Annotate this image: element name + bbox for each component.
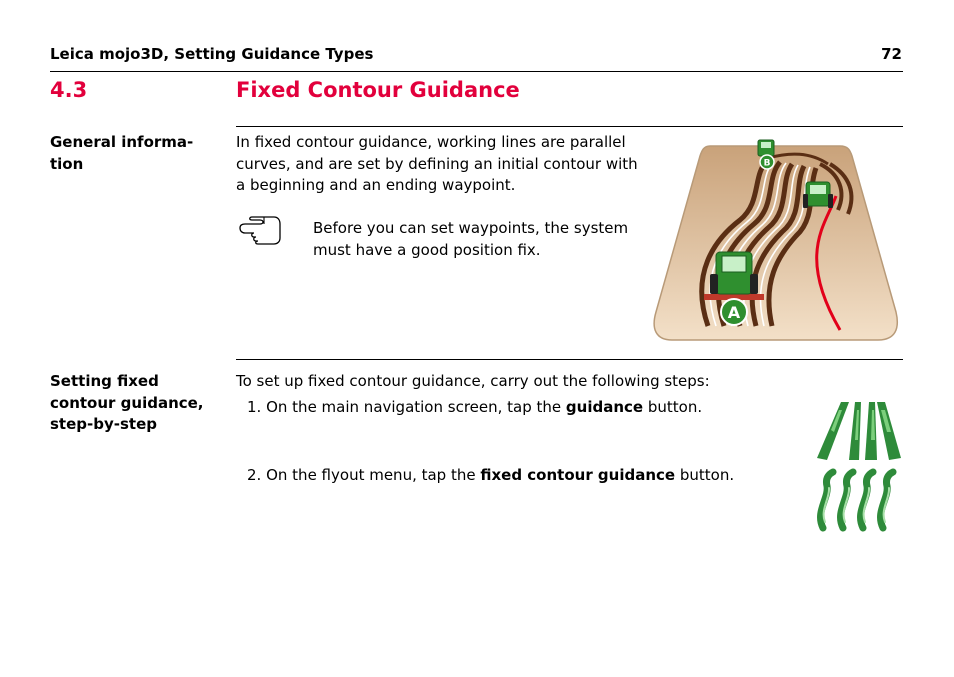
section-title: Fixed Contour Guidance [236, 78, 520, 102]
general-paragraph: In fixed contour guidance, working lines are parallel curves, and are set by defining an initial contour with a beginning and an ending waypoint. [236, 133, 638, 194]
section-divider-steps [236, 359, 903, 360]
step-1-bold: guidance [565, 398, 644, 416]
step-2-number: 2. [247, 466, 262, 484]
section-number: 4.3 [50, 78, 88, 102]
step-2-bold: fixed contour guidance [480, 466, 676, 484]
contour-guidance-illustration [650, 134, 902, 344]
step-2-text-pre: On the flyout menu, tap the [266, 466, 481, 484]
side-heading-steps: Setting fixed contour guidance, step-by-step [50, 372, 204, 433]
step-1-number: 1. [247, 398, 262, 416]
fixed-contour-guidance-button-icon [815, 468, 903, 532]
waypoint-b-label: B [763, 158, 771, 169]
page-number: 72 [881, 45, 902, 63]
step-1 [247, 397, 702, 419]
running-header-title: Leica mojo3D, Setting Guidance Types [50, 45, 374, 63]
step-2-text-post: button. [675, 466, 735, 484]
step-1-text-post: button. [643, 398, 703, 416]
section-divider-general [236, 126, 903, 127]
header-divider [50, 71, 903, 72]
steps-intro: To set up fixed contour guidance, carry out the following steps: [236, 372, 710, 390]
note-text: Before you can set waypoints, the system must have a good position fix. [313, 219, 629, 259]
step-1-text-pre: On the main navigation screen, tap the [266, 398, 566, 416]
pointing-hand-icon [238, 216, 282, 246]
step-2 [247, 465, 734, 487]
waypoint-a-label: A [727, 303, 741, 322]
guidance-button-icon [815, 400, 903, 462]
side-heading-general: General informa- tion [50, 133, 194, 173]
